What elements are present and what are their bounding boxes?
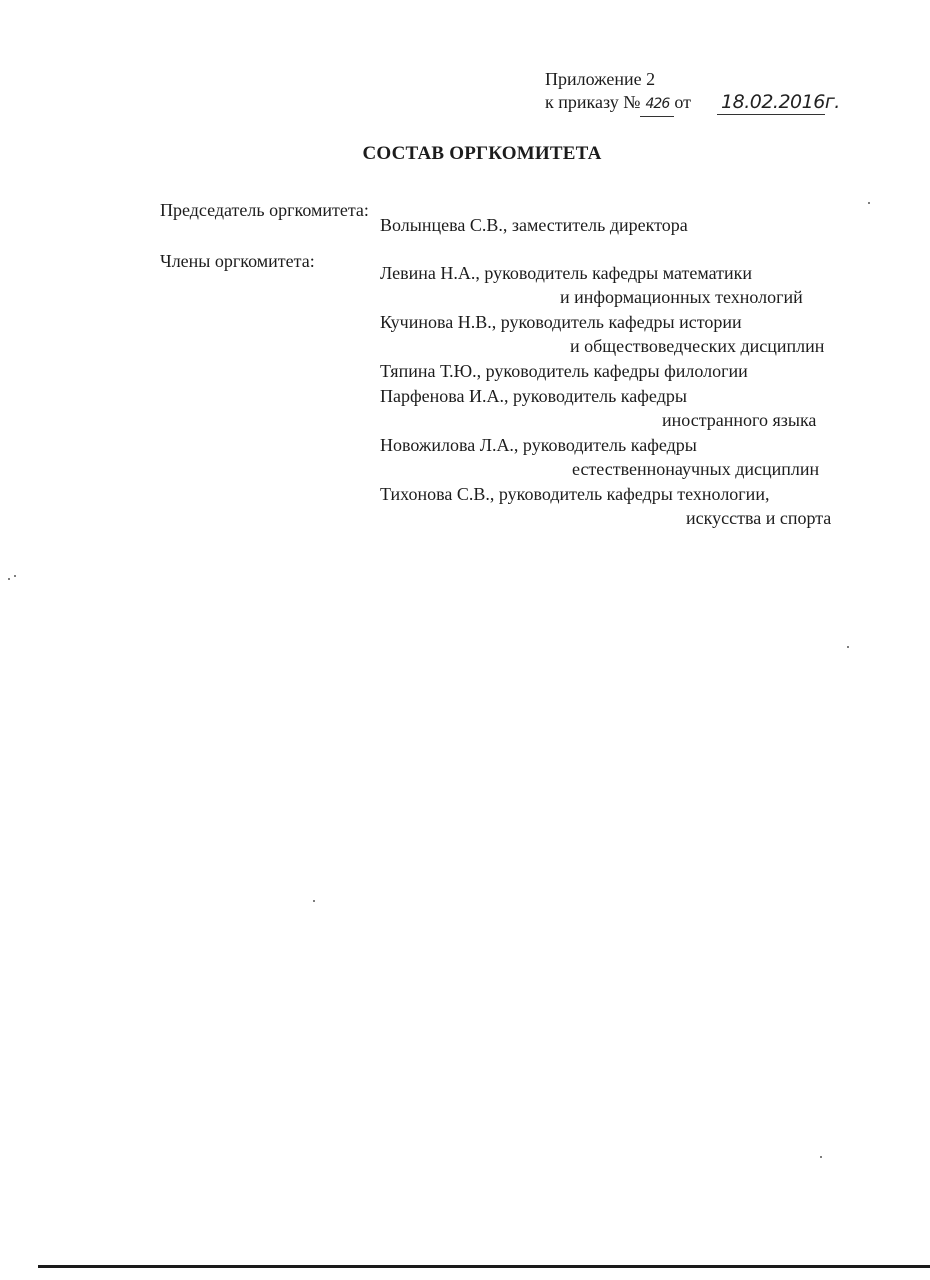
- order-number-field: [640, 91, 674, 117]
- member-name-role: Левина Н.А., руководитель кафедры математики: [380, 263, 753, 283]
- chair-entry: Волынцева С.В., заместитель директора: [380, 215, 688, 235]
- member-department: иностранного языка: [662, 410, 817, 430]
- order-from-label: от: [674, 92, 692, 112]
- member-item: [380, 261, 880, 309]
- member-name-role: Тихонова С.В., руководитель кафедры технологии,: [380, 484, 770, 504]
- members-label: Члены оргкомитета:: [160, 251, 315, 271]
- member-item: [380, 310, 880, 358]
- member-department: и информационных технологий: [560, 287, 803, 307]
- document-title: [0, 143, 930, 165]
- bottom-scan-edge: [38, 1265, 930, 1268]
- scan-speck: [868, 202, 870, 204]
- appendix-label: Приложение 2: [545, 69, 656, 89]
- scan-speck: [313, 900, 315, 902]
- order-reference: [545, 91, 840, 117]
- member-name-role: Новожилова Л.А., руководитель кафедры: [380, 435, 697, 455]
- order-number-handwritten: 426: [645, 96, 670, 112]
- member-item: [380, 433, 880, 481]
- title-text: СОСТАВ ОРГКОМИТЕТА: [362, 143, 602, 164]
- member-name-role: Кучинова Н.В., руководитель кафедры истории: [380, 312, 742, 332]
- order-date-field: [717, 91, 840, 115]
- order-prefix: к приказу №: [545, 92, 641, 112]
- member-department: и обществоведческих дисциплин: [570, 336, 825, 356]
- order-date-handwritten: 18.02.2016г.: [721, 91, 840, 113]
- member-department: искусства и спорта: [686, 508, 832, 528]
- scan-speck: [14, 575, 16, 577]
- chair-label: Председатель оргкомитета:: [160, 200, 369, 220]
- scan-speck: [820, 1156, 822, 1158]
- scan-speck: [847, 646, 849, 648]
- appendix-header: [545, 68, 840, 117]
- members-list: [380, 261, 880, 531]
- member-item: [380, 359, 880, 383]
- member-name-role: Тяпина Т.Ю., руководитель кафедры филологии: [380, 361, 748, 381]
- member-item: [380, 482, 880, 530]
- scan-speck: [8, 578, 10, 580]
- member-department: естественнонаучных дисциплин: [572, 459, 820, 479]
- member-name-role: Парфенова И.А., руководитель кафедры: [380, 386, 687, 406]
- member-item: [380, 384, 880, 432]
